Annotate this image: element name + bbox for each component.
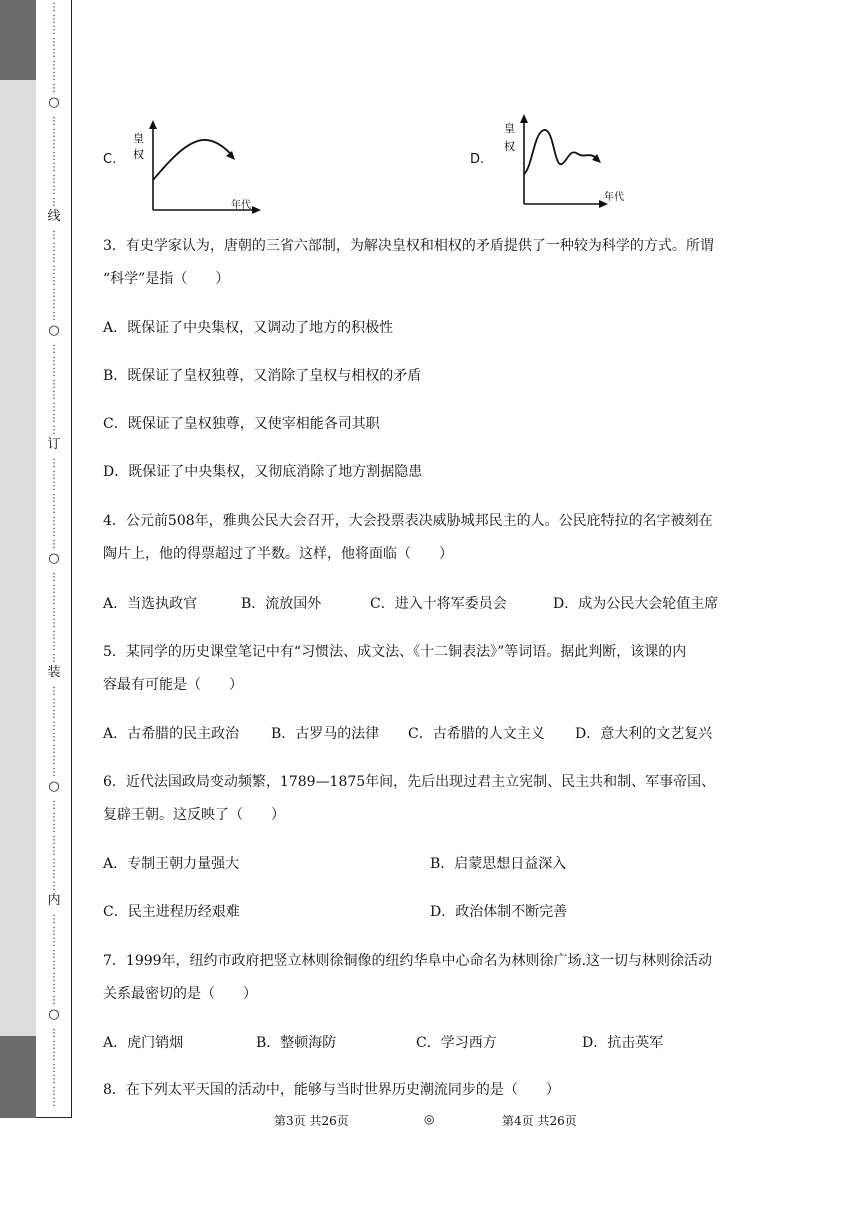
binding-dots: ⋮ ⋮ ⋮ ⋮ ⋮ ⋮ ⋮ xyxy=(49,1028,59,1108)
question-line: 陶片上，他的得票超过了半数。这样，他将面临（ ） xyxy=(103,546,453,562)
graph-option-d-label: D. xyxy=(470,152,485,167)
question-line: 6．近代法国政局变动频繁，1789—1875年间，先后出现过君主立宪制、民主共和制、军事帝国、 xyxy=(103,774,716,790)
question-6-option-d: D．政治体制不断完善 xyxy=(430,904,568,920)
question-5-option-c: C．古希腊的人文主义 xyxy=(408,726,545,742)
graph-option-c xyxy=(125,118,265,218)
question-3-option-b: B．既保证了皇权独尊，又消除了皇权与相权的矛盾 xyxy=(103,368,422,384)
question-line: 7．1999年，纽约市政府把竖立林则徐铜像的纽约华阜中心命名为林则徐广场.这一切与林则徐活动 xyxy=(103,953,712,969)
question-5-option-d: D．意大利的文艺复兴 xyxy=(575,726,713,742)
page-number-right: 第4页 共26页 xyxy=(502,1114,577,1128)
page-number-left: 第3页 共26页 xyxy=(274,1114,349,1128)
question-4-option-c: C．进入十将军委员会 xyxy=(370,596,507,612)
question-line: 3．有史学家认为，唐朝的三省六部制，为解决皇权和相权的矛盾提供了一种较为科学的方式。所谓 xyxy=(103,238,714,254)
y-label-2: 权 xyxy=(504,140,515,153)
binding-dots: ⋮ ⋮ ⋮ ⋮ ⋮ ⋮ ⋮ ⋮ xyxy=(49,2,59,94)
question-line: 4．公元前508年，雅典公民大会召开，大会投票表决威胁城邦民主的人。公民庇特拉的名字被刻在 xyxy=(103,513,713,529)
question-3-stem xyxy=(103,230,763,296)
binding-dots: ⋮ ⋮ ⋮ ⋮ ⋮ ⋮ ⋮ ⋮ xyxy=(49,230,59,322)
question-line: 8．在下列太平天国的活动中，能够与当时世界历史潮流同步的是（ ） xyxy=(103,1082,560,1098)
question-7-option-b: B．整顿海防 xyxy=(256,1035,337,1051)
power-curve xyxy=(524,130,596,174)
question-6-stem xyxy=(103,766,763,832)
question-line: 5．某同学的历史课堂笔记中有“习惯法、成文法、《十二铜表法》”等词语。据此判断，该课的内 xyxy=(103,644,687,660)
question-6-option-b: B．启蒙思想日益深入 xyxy=(430,856,567,872)
question-3-option-a: A．既保证了中央集权，又调动了地方的积极性 xyxy=(103,320,394,336)
x-label: 年代 xyxy=(231,200,251,211)
binding-char-zhuang: 装 xyxy=(47,665,61,680)
y-label-1: 皇 xyxy=(133,132,144,145)
gutter-light xyxy=(0,80,36,1036)
binding-dots: ⋮ ⋮ ⋮ ⋮ ⋮ ⋮ ⋮ ⋮ xyxy=(49,458,59,550)
gutter-dark-top xyxy=(0,0,36,80)
binding-circle: ○ xyxy=(48,323,60,338)
binding-char-ding: 订 xyxy=(47,437,61,452)
question-6-option-c: C．民主进程历经艰难 xyxy=(103,904,240,920)
question-5-stem xyxy=(103,636,763,702)
question-5-option-a: A．古希腊的民主政治 xyxy=(103,726,240,742)
question-7-option-c: C．学习西方 xyxy=(416,1035,497,1051)
question-8-stem xyxy=(103,1074,763,1107)
curve-arrow xyxy=(226,151,235,160)
question-3-option-c: C．既保证了皇权独尊，又使宰相能各司其职 xyxy=(103,416,380,432)
question-7-option-a: A．虎门销烟 xyxy=(103,1035,184,1051)
binding-char-nei: 内 xyxy=(47,893,61,908)
gutter-dark-bottom xyxy=(0,1036,36,1118)
question-7-option-d: D．抗击英军 xyxy=(582,1035,664,1051)
graph-option-d xyxy=(498,112,638,212)
binding-dots: ⋮ ⋮ ⋮ ⋮ ⋮ ⋮ ⋮ ⋮ xyxy=(49,116,59,208)
x-label: 年代 xyxy=(604,192,624,203)
binding-dots: ⋮ ⋮ ⋮ ⋮ ⋮ ⋮ ⋮ ⋮ xyxy=(49,344,59,436)
binding-dots: ⋮ ⋮ ⋮ ⋮ ⋮ ⋮ ⋮ ⋮ xyxy=(49,572,59,664)
question-line: 容最有可能是（ ） xyxy=(103,677,243,693)
question-7-stem xyxy=(103,945,763,1011)
question-line: “科学”是指（ ） xyxy=(103,271,230,287)
y-label-1: 皇 xyxy=(504,122,515,135)
x-axis-arrow xyxy=(252,206,261,214)
binding-char-xian: 线 xyxy=(47,209,61,224)
y-label-2: 权 xyxy=(133,148,144,161)
question-5-option-b: B．古罗马的法律 xyxy=(271,726,380,742)
question-4-option-d: D．成为公民大会轮值主席 xyxy=(553,596,719,612)
binding-margin xyxy=(36,0,72,1118)
question-4-option-b: B．流放国外 xyxy=(241,596,322,612)
footer-symbol: ◎ xyxy=(424,1112,435,1126)
binding-circle: ○ xyxy=(48,551,60,566)
binding-circle: ○ xyxy=(48,95,60,110)
question-4-stem xyxy=(103,505,763,571)
binding-dots: ⋮ ⋮ ⋮ ⋮ ⋮ ⋮ ⋮ ⋮ xyxy=(49,914,59,1006)
question-line: 复辟王朝。这反映了（ ） xyxy=(103,807,285,823)
y-axis-arrow xyxy=(149,120,157,129)
graph-option-c-label: C. xyxy=(103,152,117,167)
question-3-option-d: D．既保证了中央集权，又彻底消除了地方割据隐患 xyxy=(103,464,423,480)
binding-dots: ⋮ ⋮ ⋮ ⋮ ⋮ ⋮ ⋮ ⋮ xyxy=(49,686,59,778)
question-6-option-a: A．专制王朝力量强大 xyxy=(103,856,240,872)
binding-circle: ○ xyxy=(48,1007,60,1022)
y-axis-arrow xyxy=(520,114,528,123)
binding-dots: ⋮ ⋮ ⋮ ⋮ ⋮ ⋮ ⋮ ⋮ xyxy=(49,800,59,892)
question-4-option-a: A．当选执政官 xyxy=(103,596,198,612)
binding-circle: ○ xyxy=(48,779,60,794)
question-line: 关系最密切的是（ ） xyxy=(103,986,257,1002)
power-curve xyxy=(153,140,231,180)
